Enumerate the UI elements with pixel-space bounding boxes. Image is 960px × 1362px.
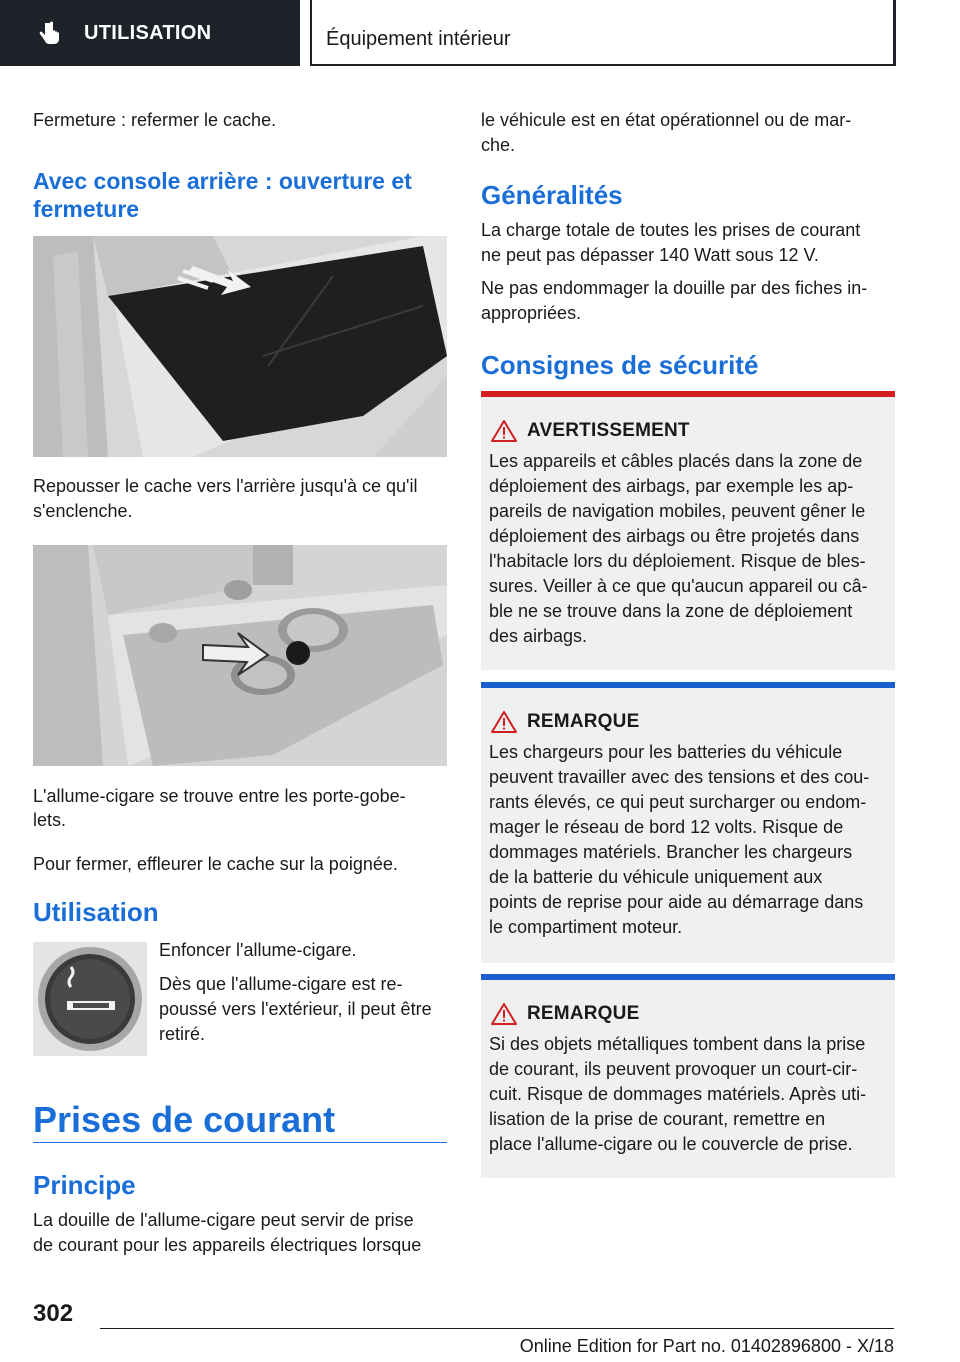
prises-heading: Prises de courant xyxy=(33,1099,336,1140)
cupholder-illustration xyxy=(33,545,447,766)
close-handle-text: Pour fermer, effleurer le cache sur la poignée. xyxy=(33,854,398,874)
general-line-2b: appropriées. xyxy=(481,303,582,323)
page-header xyxy=(0,0,960,66)
footer-rule xyxy=(100,1328,894,1329)
note-box-1 xyxy=(481,688,895,963)
note-line: sures. Veiller à ce que qu'aucun appareil ou câ- xyxy=(489,576,868,596)
principe-line-2: de courant pour les appareils électriques lorsque xyxy=(33,1235,422,1255)
note-triangle-icon xyxy=(491,710,517,734)
prises-rule xyxy=(33,1142,447,1143)
lighter-line-2: lets. xyxy=(33,810,67,830)
note-line: peuvent travailler avec des tensions et des cou- xyxy=(489,767,870,787)
note-line: dommages matériels. Brancher les chargeurs xyxy=(489,842,853,862)
console-cover-illustration xyxy=(33,236,447,457)
header-divider xyxy=(310,0,312,66)
note-label-1: REMARQUE xyxy=(527,711,640,732)
note-line: rants élevés, ce qui peut surcharger ou endom- xyxy=(489,792,867,812)
warning-box xyxy=(481,397,895,670)
header-underline xyxy=(310,64,896,66)
warning-label: AVERTISSEMENT xyxy=(527,420,690,441)
note-line: points de reprise pour aide au démarrage dans xyxy=(489,892,864,912)
note-line: ble ne se trouve dans la zone de déploiement xyxy=(489,601,853,621)
edition-text: Online Edition for Part no. 01402896800 - X/18 xyxy=(519,1336,894,1356)
hand-pointer-icon xyxy=(36,20,62,46)
section-name: UTILISATION xyxy=(84,21,212,44)
close-instruction: Fermeture : refermer le cache. xyxy=(33,110,277,130)
note-line: Si des objets métalliques tombent dans la prise xyxy=(489,1034,866,1054)
note-text-2 xyxy=(481,1026,895,1157)
principe-heading: Principe xyxy=(33,1170,136,1200)
lighter-photo xyxy=(33,942,147,1056)
use-heading: Utilisation xyxy=(33,897,159,927)
use-line-2a: Dès que l'allume-cigare est re- xyxy=(159,974,403,994)
note-line: Les chargeurs pour les batteries du véhicule xyxy=(489,742,843,762)
lighter-line-1: L'allume-cigare se trouve entre les porte-gobe- xyxy=(33,786,406,806)
console-heading: Avec console arrière : ouverture et fermeture xyxy=(33,168,412,222)
note-line: le compartiment moteur. xyxy=(489,917,683,937)
general-line-2a: Ne pas endommager la douille par des fiches in- xyxy=(481,278,868,298)
push-line-2: s'enclenche. xyxy=(33,501,133,521)
push-line-1: Repousser le cache vers l'arrière jusqu'à ce qu'il xyxy=(33,476,418,496)
general-line-1b: ne peut pas dépasser 140 Watt sous 12 V. xyxy=(481,245,819,265)
header-right-bar xyxy=(893,0,896,66)
general-heading: Généralités xyxy=(481,180,623,210)
note-line: lisation de la prise de courant, remettre en xyxy=(489,1109,826,1129)
continued-line-1: le véhicule est en état opérationnel ou de mar- xyxy=(481,110,852,130)
note-triangle-icon xyxy=(491,1002,517,1026)
section-tab xyxy=(0,0,300,66)
general-line-1a: La charge totale de toutes les prises de courant xyxy=(481,220,861,240)
note-line: mager le réseau de bord 12 volts. Risque de xyxy=(489,817,844,837)
use-line-2c: retiré. xyxy=(159,1024,206,1044)
warning-triangle-icon xyxy=(491,419,517,443)
note-line: de la batterie du véhicule uniquement aux xyxy=(489,867,823,887)
page-number: 302 xyxy=(33,1300,74,1327)
use-line-2b: poussé vers l'extérieur, il peut être xyxy=(159,999,432,1019)
note-label-2: REMARQUE xyxy=(527,1003,640,1024)
continued-line-2: che. xyxy=(481,135,516,155)
note-line: place l'allume-cigare ou le couvercle de prise. xyxy=(489,1134,853,1154)
note-text-1 xyxy=(481,734,895,940)
safety-heading: Consignes de sécurité xyxy=(481,350,759,380)
note-line: cuit. Risque de dommages matériels. Après uti- xyxy=(489,1084,867,1104)
principe-line-1: La douille de l'allume-cigare peut servir de prise xyxy=(33,1210,414,1230)
note-line: déploiement des airbags, par exemple les ap- xyxy=(489,476,854,496)
warning-text xyxy=(481,443,895,649)
cupholder-photo xyxy=(33,545,447,766)
console-cover-photo xyxy=(33,236,447,457)
note-line: l'habitacle lors du déploiement. Risque de bles- xyxy=(489,551,866,571)
note-box-2 xyxy=(481,980,895,1178)
note-line: déploiement des airbags ou être projetés dans xyxy=(489,526,860,546)
note-line: Les appareils et câbles placés dans la zone de xyxy=(489,451,863,471)
note-line: des airbags. xyxy=(489,626,588,646)
note-line: de courant, ils peuvent provoquer un court-cir- xyxy=(489,1059,858,1079)
use-line-1: Enfoncer l'allume-cigare. xyxy=(159,940,357,960)
note-line: pareils de navigation mobiles, peuvent gêner le xyxy=(489,501,866,521)
cigarette-lighter-icon xyxy=(33,942,147,1056)
chapter-title: Équipement intérieur xyxy=(326,28,511,50)
